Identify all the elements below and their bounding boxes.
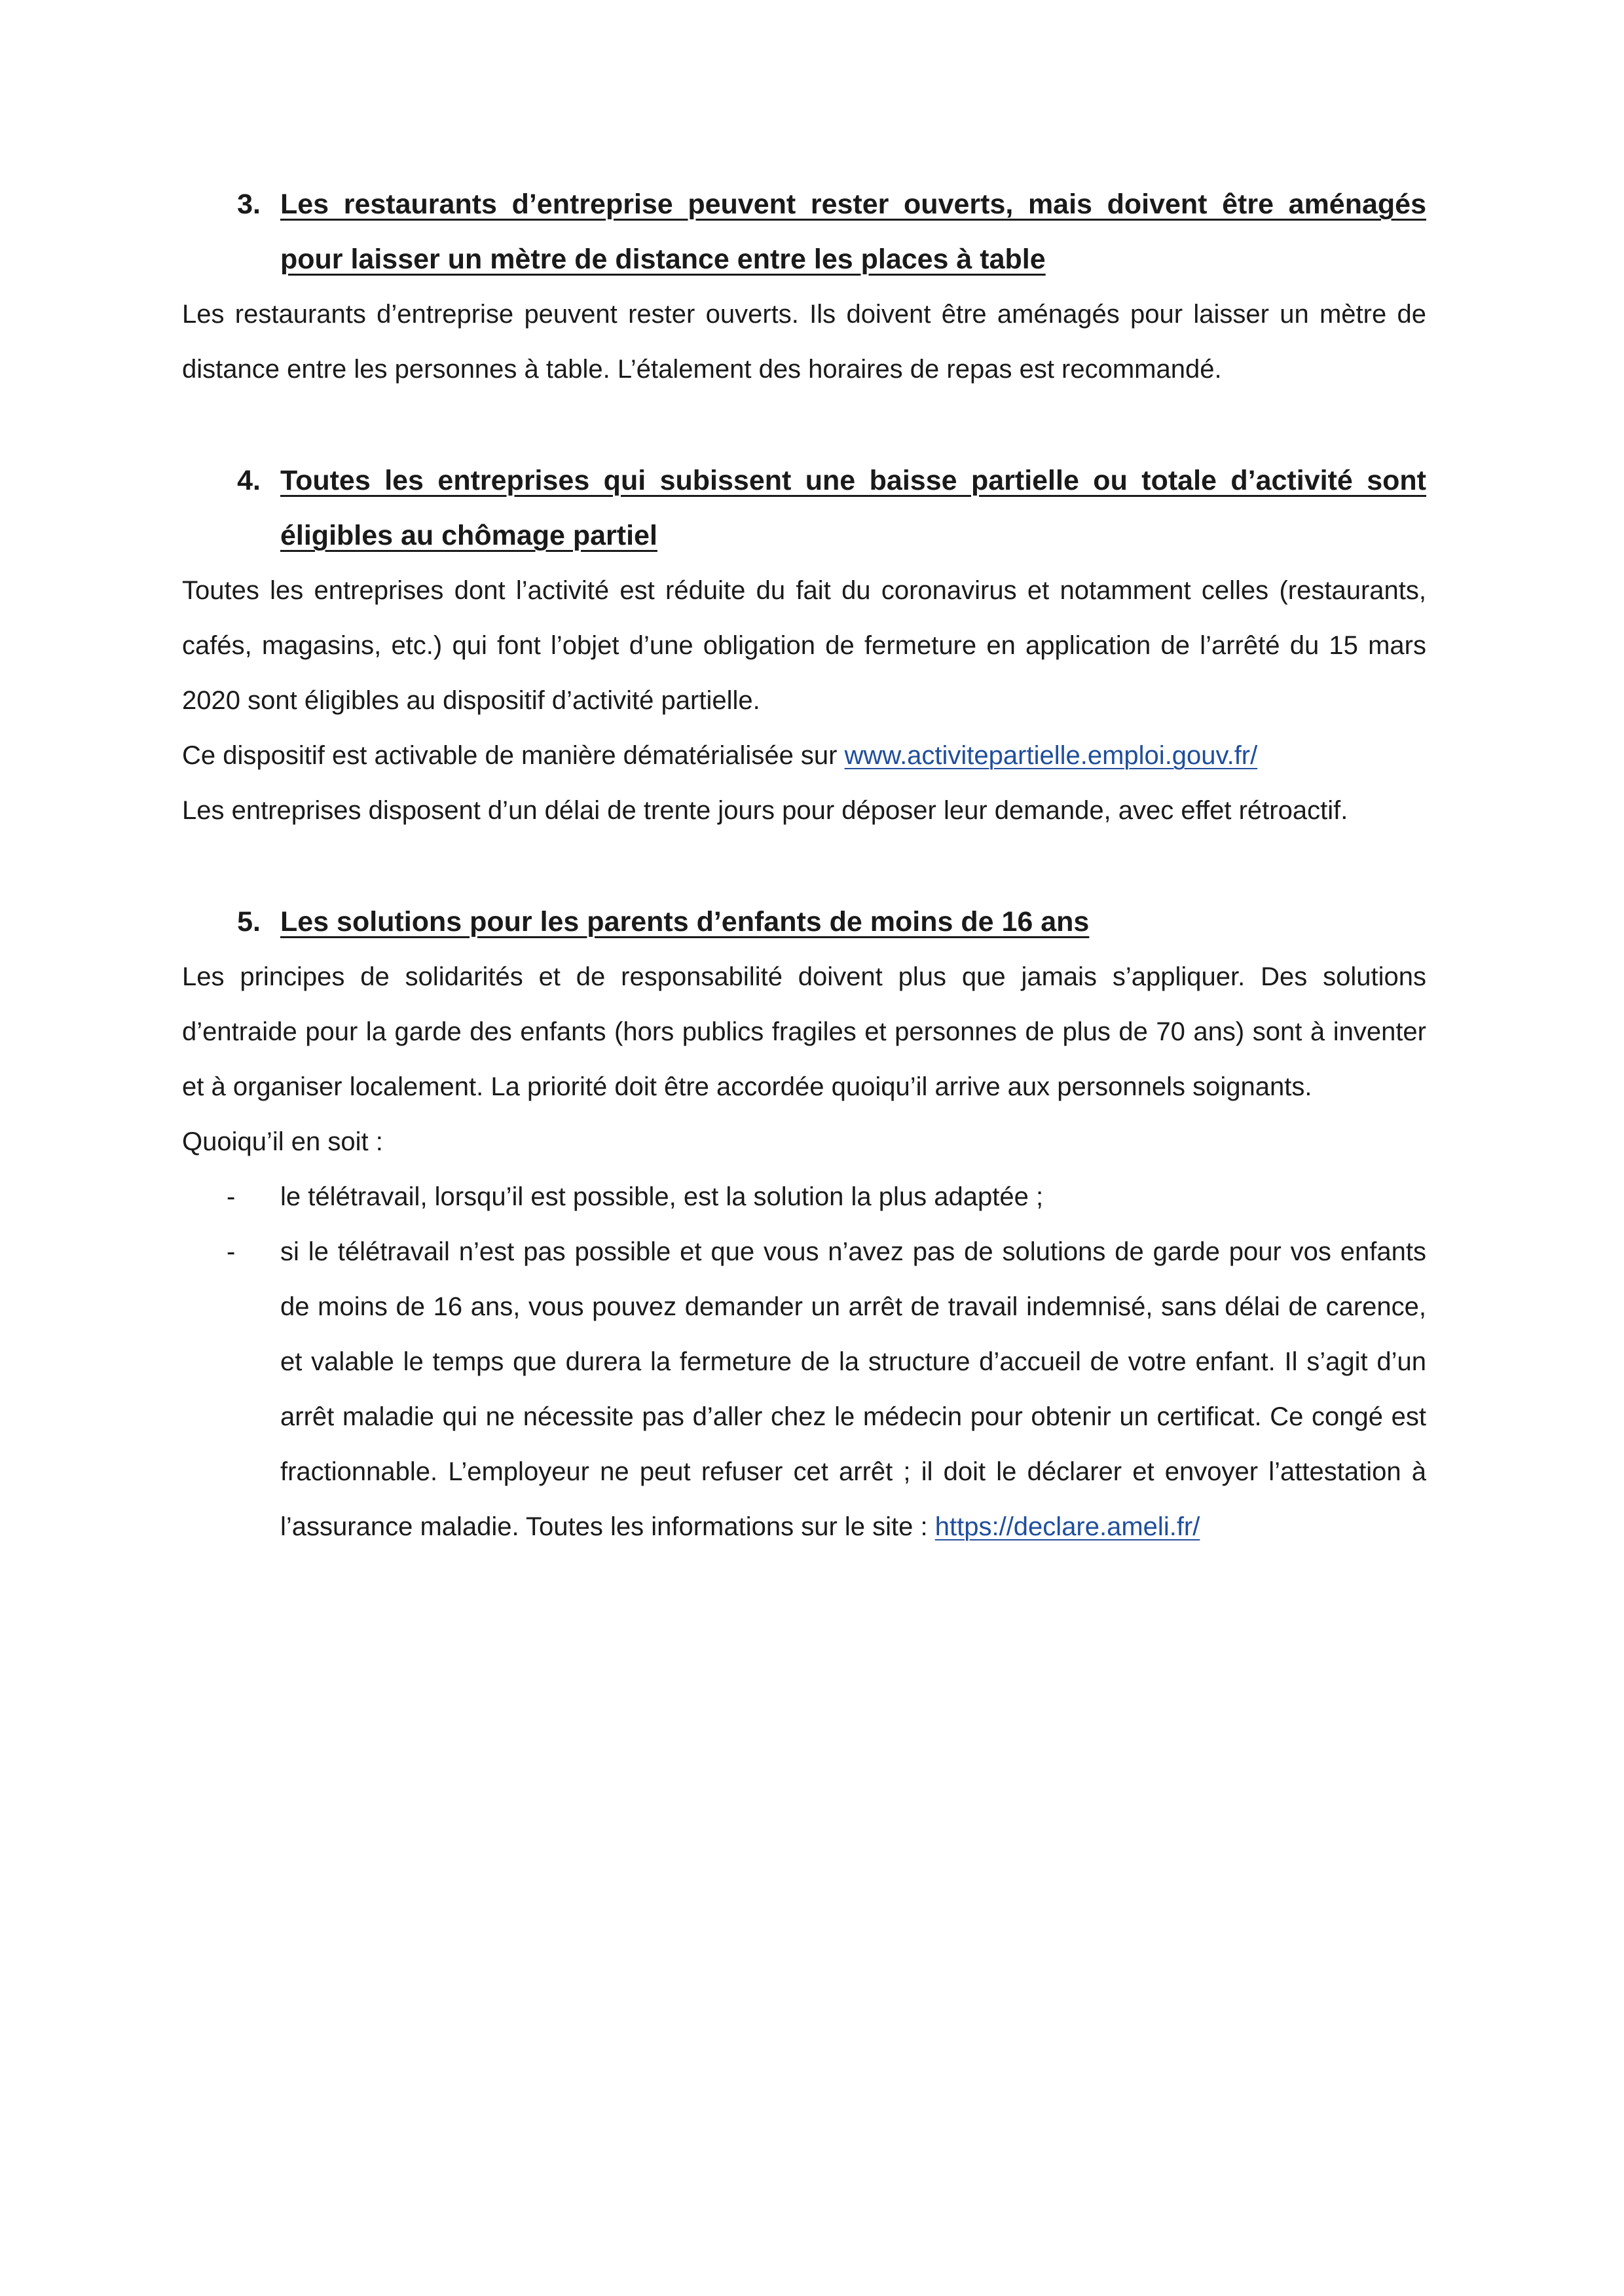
- lead-text: Quoiqu’il en soit :: [182, 1127, 383, 1156]
- bullet-marker: -: [227, 1237, 236, 1266]
- link-intro: Ce dispositif est activable de manière dématérialisée sur: [182, 741, 845, 770]
- spacer: [182, 838, 1426, 894]
- section-paragraph-2: Les entreprises disposent d’un délai de trente jours pour déposer leur demande, avec effet rétroactif.: [182, 796, 1348, 825]
- bullet-text-with-link: [280, 1224, 1426, 1554]
- section-title: Toutes les entreprises qui subissent une baisse partielle ou totale d’activité sont éligibles au chômage partiel: [280, 465, 1426, 551]
- section-3-heading: [182, 177, 1426, 287]
- activite-partielle-link[interactable]: www.activitepartielle.emploi.gouv.fr/: [844, 741, 1258, 770]
- document-page: [182, 177, 1426, 1554]
- bullet-marker: -: [227, 1182, 236, 1211]
- section-5-heading: [182, 894, 1426, 949]
- section-paragraph: Les restaurants d’entreprise peuvent rester ouverts. Ils doivent être aménagés pour laisser un mètre de distance entre les personnes à table. L’étalement des horaires de repas est recommandé.: [182, 300, 1426, 384]
- section-5: [182, 894, 1426, 1554]
- ameli-link[interactable]: https://declare.ameli.fr/: [934, 1512, 1200, 1541]
- bullet-text: le télétravail, lorsqu’il est possible, est la solution la plus adaptée ;: [280, 1182, 1044, 1211]
- link-line: [182, 728, 1426, 783]
- section-3: [182, 177, 1426, 397]
- section-title: Les solutions pour les parents d’enfants de moins de 16 ans: [280, 906, 1090, 938]
- section-number: 4.: [237, 465, 261, 496]
- section-number: 5.: [237, 906, 261, 938]
- section-paragraph: Toutes les entreprises dont l’activité est réduite du fait du coronavirus et notamment celles (restaurants, cafés, magasins, etc.) qui font l’objet d’une obligation de fermeture en application de l’arrêté du 15 mars 2020 sont éligibles au dispositif d’activité partielle.: [182, 576, 1426, 715]
- section-4-heading: [182, 453, 1426, 563]
- section-number: 3.: [237, 189, 261, 220]
- section-paragraph: Les principes de solidarités et de responsabilité doivent plus que jamais s’appliquer. Des solutions d’entraide pour la garde des enfants (hors publics fragiles et personnes de plus de 70 ans) sont à inventer et à organiser localement. La priorité doit être accordée quoiqu’il arrive aux personnels soignants.: [182, 962, 1426, 1101]
- section-title: Les restaurants d’entreprise peuvent rester ouverts, mais doivent être aménagés pour laisser un mètre de distance entre les places à table: [280, 189, 1426, 275]
- bullet-list: [182, 1169, 1426, 1554]
- list-item: [182, 1224, 1426, 1554]
- bullet-text: si le télétravail n’est pas possible et que vous n’avez pas de solutions de garde pour vos enfants de moins de 16 ans, vous pouvez demander un arrêt de travail indemnisé, sans délai de carence, et valable le temps que durera la fermeture de la structure d’accueil de votre enfant. Il s’agit d’un arrêt maladie qui ne nécessite pas d’aller chez le médecin pour obtenir un certificat. Ce congé est fractionnable. L’employeur ne peut refuser cet arrêt ; il doit le déclarer et envoyer l’attestation à l’assurance maladie. Toutes les informations sur le site :: [280, 1237, 1426, 1541]
- spacer: [182, 397, 1426, 453]
- list-item: [182, 1169, 1426, 1224]
- section-4: [182, 453, 1426, 838]
